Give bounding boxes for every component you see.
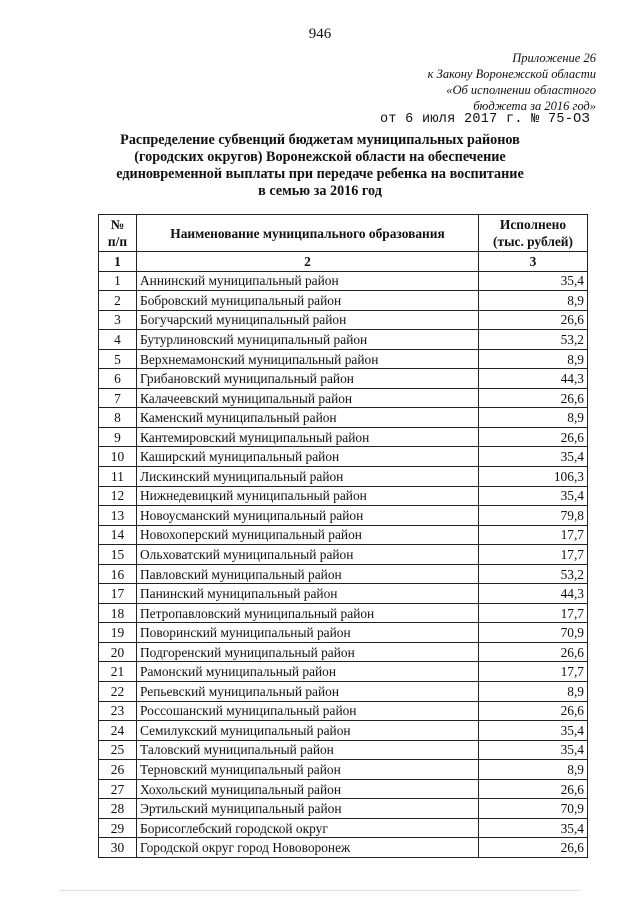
municipality-name: Панинский муниципальный район: [137, 584, 479, 604]
row-number: 17: [99, 584, 137, 604]
column-number: 2: [137, 252, 479, 272]
executed-amount: 8,9: [479, 291, 588, 311]
executed-amount: 26,6: [479, 388, 588, 408]
table-row: [99, 525, 588, 545]
municipality-name: Семилукский муниципальный район: [137, 721, 479, 741]
executed-amount: 35,4: [479, 818, 588, 838]
municipality-name: Верхнемамонский муниципальный район: [137, 349, 479, 369]
table-row: [99, 369, 588, 389]
row-number: 22: [99, 682, 137, 702]
header-executed-line: (тыс. рублей): [493, 234, 573, 249]
appendix-line: к Закону Воронежской области: [427, 67, 596, 81]
table-row: [99, 584, 588, 604]
column-number-row: [99, 252, 588, 272]
executed-amount: 8,9: [479, 760, 588, 780]
municipality-name: Россошанский муниципальный район: [137, 701, 479, 721]
executed-amount: 26,6: [479, 310, 588, 330]
executed-amount: 35,4: [479, 447, 588, 467]
municipality-name: Хохольский муниципальный район: [137, 779, 479, 799]
municipality-name: Петропавловский муниципальный район: [137, 603, 479, 623]
table-row: [99, 760, 588, 780]
executed-amount: 35,4: [479, 721, 588, 741]
executed-amount: 17,7: [479, 662, 588, 682]
executed-amount: 44,3: [479, 369, 588, 389]
table-row: [99, 408, 588, 428]
table-row: [99, 291, 588, 311]
municipality-name: Грибановский муниципальный район: [137, 369, 479, 389]
table-row: [99, 642, 588, 662]
executed-amount: 35,4: [479, 740, 588, 760]
row-number: 26: [99, 760, 137, 780]
executed-amount: 79,8: [479, 506, 588, 526]
executed-amount: 8,9: [479, 349, 588, 369]
municipality-name: Бутурлиновский муниципальный район: [137, 330, 479, 350]
subsidy-table: [98, 214, 588, 858]
scan-artifact-line: [60, 890, 580, 891]
appendix-line: бюджета за 2016 год»: [473, 99, 596, 113]
row-number: 9: [99, 427, 137, 447]
row-number: 8: [99, 408, 137, 428]
executed-amount: 35,4: [479, 271, 588, 291]
executed-amount: 53,2: [479, 564, 588, 584]
row-number: 10: [99, 447, 137, 467]
municipality-name: Каменский муниципальный район: [137, 408, 479, 428]
table-row: [99, 388, 588, 408]
table-row: [99, 721, 588, 741]
column-number: 3: [479, 252, 588, 272]
title-line: (городских округов) Воронежской области на обеспечение: [134, 149, 506, 165]
header-executed: [479, 215, 588, 252]
column-number: 1: [99, 252, 137, 272]
executed-amount: 26,6: [479, 838, 588, 858]
table-row: [99, 779, 588, 799]
table-row: [99, 506, 588, 526]
table-row: [99, 623, 588, 643]
municipality-name: Новохоперский муниципальный район: [137, 525, 479, 545]
municipality-name: Калачеевский муниципальный район: [137, 388, 479, 408]
municipality-name: Каширский муниципальный район: [137, 447, 479, 467]
table-row: [99, 701, 588, 721]
row-number: 25: [99, 740, 137, 760]
table-row: [99, 467, 588, 487]
executed-amount: 44,3: [479, 584, 588, 604]
table-row: [99, 818, 588, 838]
municipality-name: Эртильский муниципальный район: [137, 799, 479, 819]
executed-amount: 26,6: [479, 427, 588, 447]
appendix-line: Приложение 26: [512, 51, 596, 65]
executed-amount: 70,9: [479, 623, 588, 643]
municipality-name: Кантемировский муниципальный район: [137, 427, 479, 447]
table-row: [99, 740, 588, 760]
municipality-name: Ольховатский муниципальный район: [137, 545, 479, 565]
table-row: [99, 662, 588, 682]
table-row: [99, 799, 588, 819]
municipality-name: Нижнедевицкий муниципальный район: [137, 486, 479, 506]
table-row: [99, 682, 588, 702]
row-number: 7: [99, 388, 137, 408]
row-number: 30: [99, 838, 137, 858]
municipality-name: Павловский муниципальный район: [137, 564, 479, 584]
executed-amount: 35,4: [479, 486, 588, 506]
executed-amount: 53,2: [479, 330, 588, 350]
row-number: 23: [99, 701, 137, 721]
executed-amount: 17,7: [479, 545, 588, 565]
municipality-name: Борисоглебский городской округ: [137, 818, 479, 838]
appendix-line: «Об исполнении областного: [446, 83, 596, 97]
law-date-stamp: от 6 июля 2017 г. № 75-ОЗ: [379, 112, 590, 127]
row-number: 16: [99, 564, 137, 584]
executed-amount: 17,7: [479, 525, 588, 545]
header-name: Наименование муниципального образования: [137, 215, 479, 252]
row-number: 27: [99, 779, 137, 799]
executed-amount: 26,6: [479, 642, 588, 662]
row-number: 19: [99, 623, 137, 643]
page-number: 946: [308, 26, 332, 42]
title-line: единовременной выплаты при передаче ребенка на воспитание: [116, 166, 524, 182]
table-row: [99, 603, 588, 623]
row-number: 5: [99, 349, 137, 369]
executed-amount: 26,6: [479, 779, 588, 799]
row-number: 3: [99, 310, 137, 330]
municipality-name: Лискинский муниципальный район: [137, 467, 479, 487]
row-number: 28: [99, 799, 137, 819]
table-row: [99, 349, 588, 369]
municipality-name: Репьевский муниципальный район: [137, 682, 479, 702]
table-row: [99, 271, 588, 291]
table-row: [99, 545, 588, 565]
header-num-line: №: [110, 217, 125, 232]
row-number: 18: [99, 603, 137, 623]
table-row: [99, 838, 588, 858]
table-row: [99, 564, 588, 584]
table-row: [99, 310, 588, 330]
table-row: [99, 427, 588, 447]
title-line: в семью за 2016 год: [258, 183, 382, 199]
title-line: Распределение субвенций бюджетам муниципальных районов: [120, 132, 520, 148]
row-number: 2: [99, 291, 137, 311]
municipality-name: Новоусманский муниципальный район: [137, 506, 479, 526]
municipality-name: Аннинский муниципальный район: [137, 271, 479, 291]
municipality-name: Богучарский муниципальный район: [137, 310, 479, 330]
municipality-name: Подгоренский муниципальный район: [137, 642, 479, 662]
table-body: [99, 271, 588, 857]
row-number: 13: [99, 506, 137, 526]
row-number: 14: [99, 525, 137, 545]
row-number: 4: [99, 330, 137, 350]
row-number: 20: [99, 642, 137, 662]
header-executed-line: Исполнено: [499, 217, 567, 232]
municipality-name: Терновский муниципальный район: [137, 760, 479, 780]
executed-amount: 106,3: [479, 467, 588, 487]
row-number: 29: [99, 818, 137, 838]
row-number: 11: [99, 467, 137, 487]
row-number: 6: [99, 369, 137, 389]
executed-amount: 8,9: [479, 682, 588, 702]
row-number: 15: [99, 545, 137, 565]
municipality-name: Таловский муниципальный район: [137, 740, 479, 760]
municipality-name: Городской округ город Нововоронеж: [137, 838, 479, 858]
executed-amount: 8,9: [479, 408, 588, 428]
table-row: [99, 486, 588, 506]
row-number: 12: [99, 486, 137, 506]
row-number: 21: [99, 662, 137, 682]
municipality-name: Рамонский муниципальный район: [137, 662, 479, 682]
appendix-note: [428, 50, 596, 114]
header-num: [99, 215, 137, 252]
municipality-name: Поворинский муниципальный район: [137, 623, 479, 643]
document-title: [0, 132, 640, 200]
row-number: 1: [99, 271, 137, 291]
executed-amount: 17,7: [479, 603, 588, 623]
executed-amount: 26,6: [479, 701, 588, 721]
table-header-row: [99, 215, 588, 252]
row-number: 24: [99, 721, 137, 741]
table-row: [99, 330, 588, 350]
table-row: [99, 447, 588, 467]
header-num-line: п/п: [107, 234, 128, 249]
municipality-name: Бобровский муниципальный район: [137, 291, 479, 311]
executed-amount: 70,9: [479, 799, 588, 819]
